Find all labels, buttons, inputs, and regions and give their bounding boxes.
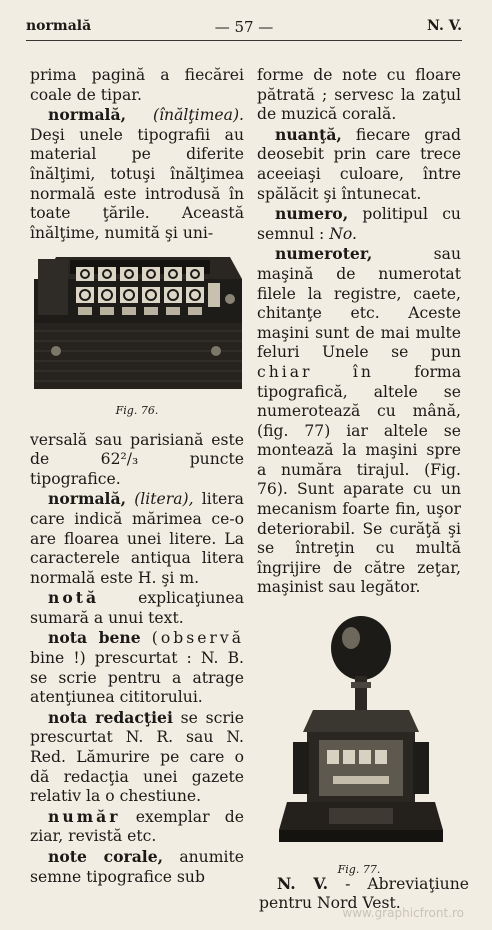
entry-term: nota bene (48, 628, 141, 648)
entry-nota (30, 588, 244, 628)
entry-term: numero, (275, 204, 349, 224)
entry-numero (257, 204, 461, 244)
entry-term: notă (48, 588, 100, 608)
hand-numbering-machine-illustration (273, 612, 449, 852)
entry-continuation-right: forme de note cu floare pătrată ; servesc la zaţul de muzică corală. (257, 66, 461, 124)
entry-normala-inaltimea (30, 105, 244, 243)
entry-numar (30, 807, 244, 847)
entry-text: Deşi unele tipografii au material pe diferite înălţimi, totuşi înălţimea normală este introdusă în toate ţările. Această înălţime, numită şi uni- (30, 125, 244, 242)
numbering-machine-box-illustration (30, 251, 244, 393)
entry-subterm: (înălţimea). (152, 106, 244, 125)
running-header (26, 18, 462, 40)
entry-subterm: (litera), (134, 490, 194, 509)
entry-text: forma tipografică, altele se numerotează cu mână, (fig. 77) iar altele se montează la maşini spre a număra tirajul. (Fig. 76). Sunt aparate cu un mecanism foarte fin, uşor deteriorabil. Se curăţă şi se întreţin cu multă îngrijire de către zeţar, maşinist sau legător. (257, 362, 461, 597)
entry-text: fiecare grad deosebit prin care trece aceeiaşi culoare, între spălăcit şi întunecat. (257, 125, 461, 203)
entry-term: normală, (48, 489, 127, 509)
entry-nota-redactiei (30, 708, 244, 807)
entry-spaced-text: chiar (257, 362, 313, 381)
entry-term: note corale, (48, 847, 164, 866)
entry-nota-bene (30, 628, 244, 707)
header-keyword: normală (26, 18, 92, 34)
figure-77-caption: Fig. 77. (337, 862, 381, 876)
entry-text: bine !) prescurtat : N. B. se scrie pentru a atrage atenţiunea cititorului. (30, 649, 244, 707)
entry-note-corale (30, 847, 244, 887)
entry-continuation-2: versală sau parisiană este de 62²/₃ puncte tipografice. (30, 430, 244, 488)
header-last-entry: N. V. (427, 18, 462, 34)
header-rule (26, 40, 462, 41)
entry-normala-litera (30, 489, 244, 588)
entry-term: numeroter, (275, 244, 373, 264)
entry-term: număr (48, 806, 121, 826)
entry-text: exemplar de ziar, revistă etc. (30, 807, 244, 846)
entry-term: nota redacţiei (48, 707, 173, 727)
figure-76-caption: Fig. 76. (115, 403, 159, 417)
entry-term: N. V. (277, 873, 329, 893)
entry-text: sau maşină de numerotat filele la registre, caete, chitanţe etc. Aceste maşini sunt de mai multe feluri Unele se pun (257, 245, 461, 362)
site-watermark: www.graphicfront.ro (342, 906, 464, 920)
entry-text: explicaţiunea sumară a unui text. (30, 589, 244, 627)
entry-nuanta (257, 125, 461, 204)
entry-symbol: No. (329, 224, 357, 243)
left-column (30, 66, 244, 887)
entry-text: se scrie prescurtat N. R. sau N. Red. Lămurire pe care o dă redacţia unei gazete relativ la o chestiune. (30, 708, 244, 806)
entry-numeroter (257, 244, 461, 598)
entry-text: litera care indică mărimea ce-o are floarea unei litere. La caracterele antiqua litera normală este H. şi m. (30, 490, 244, 587)
entry-text: anumite semne tipografice sub (30, 848, 244, 886)
entry-spaced-text: (observă (151, 629, 244, 648)
entry-term: normală, (48, 105, 127, 125)
entry-term: nuanţă, (275, 124, 342, 144)
entry-continuation: prima pagină a fiecărei coale de tipar. (30, 66, 244, 104)
entry-text: - Abreviaţiune pentru Nord Vest. (259, 874, 469, 913)
entry-spaced-text: în (352, 362, 374, 381)
right-column (257, 66, 461, 889)
page-number: — 57 — (214, 18, 274, 36)
entry-text: politipul cu semnul : (257, 205, 461, 243)
